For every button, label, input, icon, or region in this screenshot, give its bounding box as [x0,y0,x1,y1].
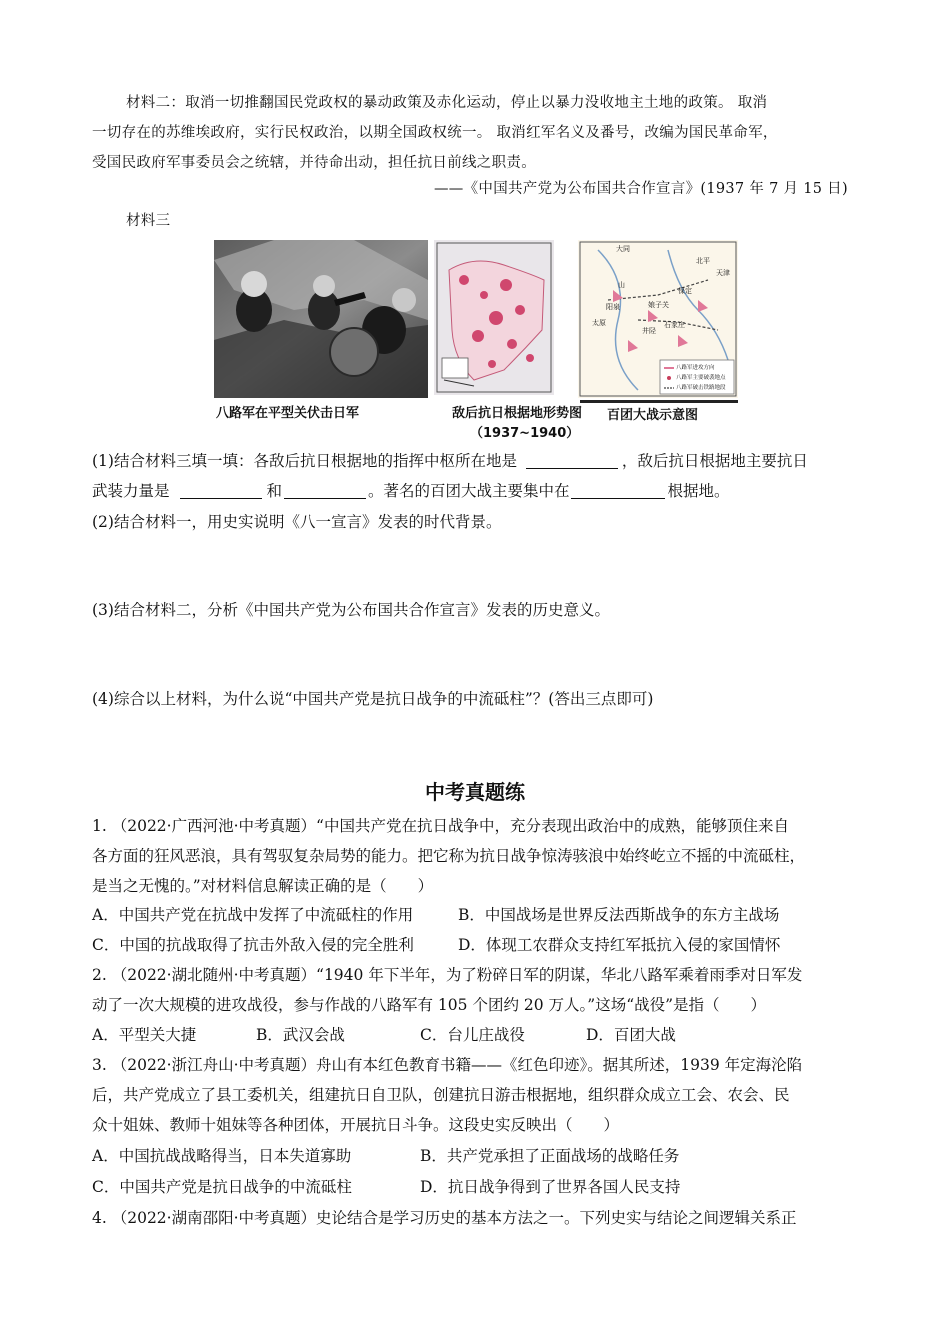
map2-place-shijiazhuang: 石家庄 [664,321,685,329]
mcq3-option-b[interactable]: B．共产党承担了正面战场的战略任务 [420,1147,680,1165]
map2-place-taiyuan: 太原 [592,319,606,327]
question-3: (3)结合材料二，分析《中国共产党为公布国共合作宣言》发表的历史意义。 [92,601,610,619]
material2-line2: 一切存在的苏维埃政府，实行民权政治，以期全国政权统一。 取消红军名义及番号，改编为国民革命军， [92,125,778,141]
map2-legend-2: 八路军主要破袭地点 [676,375,726,381]
map2-place-tianjin: 天津 [716,269,730,277]
material2-line3: 受国民政府军事委员会之统辖，并待命出动，担任抗日前线之职责。 [92,155,536,171]
q1-blank-4[interactable] [571,482,665,499]
mcq3-option-a[interactable]: A．中国抗战战略得当，日本失道寡助 [92,1147,352,1165]
question-1-line2 [92,480,730,502]
mcq1-stem-line1: 1. （2022·广西河池·中考真题）“中国共产党在抗日战争中，充分表现出政治中的成熟，能够顶住来自 [92,817,789,835]
question-1-line1 [92,450,808,472]
map1-caption: 敌后抗日根据地形势图 [452,406,583,421]
q1-text-a: (1)结合材料三填一填：各敌后抗日根据地的指挥中枢所在地是 [92,452,517,470]
map2-caption: 百团大战示意图 [607,408,699,423]
question-2: (2)结合材料一，用史实说明《八一宣言》发表的时代背景。 [92,513,502,531]
mcq2-option-c[interactable]: C．台儿庄战役 [420,1026,525,1044]
q1-text-e: 。著名的百团大战主要集中在 [367,482,570,500]
map2-place-baoding: 保定 [678,287,692,295]
map2-legend-1: 八路军进攻方向 [676,365,715,371]
map-base-areas [434,240,554,395]
mcq4-stem-line1: 4. （2022·湖南邵阳·中考真题）史论结合是学习历史的基本方法之一。下列史实与结论之间逻辑关系正 [92,1209,797,1227]
map1-caption-years: （1937~1940） [470,426,580,441]
mcq3-stem-line3: 众十姐妹、教师十姐妹等各种团体，开展抗日斗争。这段史实反映出（ ） [92,1116,620,1134]
map2-place-beiping: 北平 [696,257,710,265]
mcq2-stem-line1: 2. （2022·湖北随州·中考真题）“1940 年下半年，为了粉碎日军的阴谋，华北八路军乘着雨季对日军发 [92,966,803,984]
mcq1-option-d[interactable]: D．体现工农群众支持红军抵抗入侵的家国情怀 [458,936,781,954]
mcq3-stem-line1: 3. （2022·浙江舟山·中考真题）舟山有本红色教育书籍——《红色印迹》。据其所述，1939 年定海沦陷 [92,1056,803,1074]
mcq2-option-a[interactable]: A．平型关大捷 [92,1026,197,1044]
photo-caption: 八路军在平型关伏击日军 [216,406,360,421]
q1-text-d: 和 [266,482,282,500]
q1-text-f: 根据地。 [667,482,730,500]
mcq3-stem-line2: 后，共产党成立了县工委机关，组建抗日自卫队，创建抗日游击根据地，组织群众成立工会、农会、民 [92,1086,790,1104]
q1-blank-2[interactable] [180,482,262,499]
question-4: (4)综合以上材料，为什么说“中国共产党是抗日战争的中流砥柱”？(答出三点即可) [92,690,654,708]
photo-pingxingguan [214,240,428,398]
mcq3-option-d[interactable]: D．抗日战争得到了世界各国人民支持 [420,1178,681,1196]
map2-legend-3: 八路军破击铁路地段 [676,385,726,391]
map2-place-datong: 大同 [616,245,630,253]
q1-blank-1[interactable] [526,452,618,469]
q1-text-c: 武装力量是 [92,482,170,500]
q1-blank-3[interactable] [284,482,366,499]
mcq2-stem-line2: 动了一次大规模的进攻战役，参与作战的八路军有 105 个团约 20 万人。”这场“战役”是指（ ） [92,996,767,1014]
map2-place-shan: 山 [618,281,625,289]
mcq1-option-a[interactable]: A．中国共产党在抗战中发挥了中流砥柱的作用 [92,906,414,924]
mcq1-option-b[interactable]: B．中国战场是世界反法西斯战争的东方主战场 [458,906,780,924]
section-title: 中考真题练 [425,780,525,804]
map2-place-niangziguan: 娘子关 [648,301,669,309]
map-hundred-regiments [578,240,738,398]
material3-label: 材料三 [126,213,171,229]
map2-place-yangquan: 阳泉 [606,303,620,311]
material2-source: ——《中国共产党为公布国共合作宣言》(1937 年 7 月 15 日) [434,181,848,197]
mcq2-option-d[interactable]: D．百团大战 [586,1026,676,1044]
mcq3-option-c[interactable]: C．中国共产党是抗日战争的中流砥柱 [92,1178,352,1196]
caption-divider [580,400,738,403]
mcq1-option-c[interactable]: C．中国的抗战取得了抗击外敌入侵的完全胜利 [92,936,414,954]
material2-line1: 材料二：取消一切推翻国民党政权的暴动政策及赤化运动，停止以暴力没收地主土地的政策。 取消 [126,95,768,111]
mcq2-option-b[interactable]: B．武汉会战 [256,1026,345,1044]
mcq1-stem-line2: 各方面的狂风恶浪，具有驾驭复杂局势的能力。把它称为抗日战争惊涛骇浪中始终屹立不摇的中流砥柱， [92,847,806,865]
mcq1-stem-line3: 是当之无愧的。”对材料信息解读正确的是（ ） [92,877,434,895]
q1-text-b: ，敌后抗日根据地主要抗日 [621,452,808,470]
map2-place-jingxing: 井陉 [642,327,656,335]
